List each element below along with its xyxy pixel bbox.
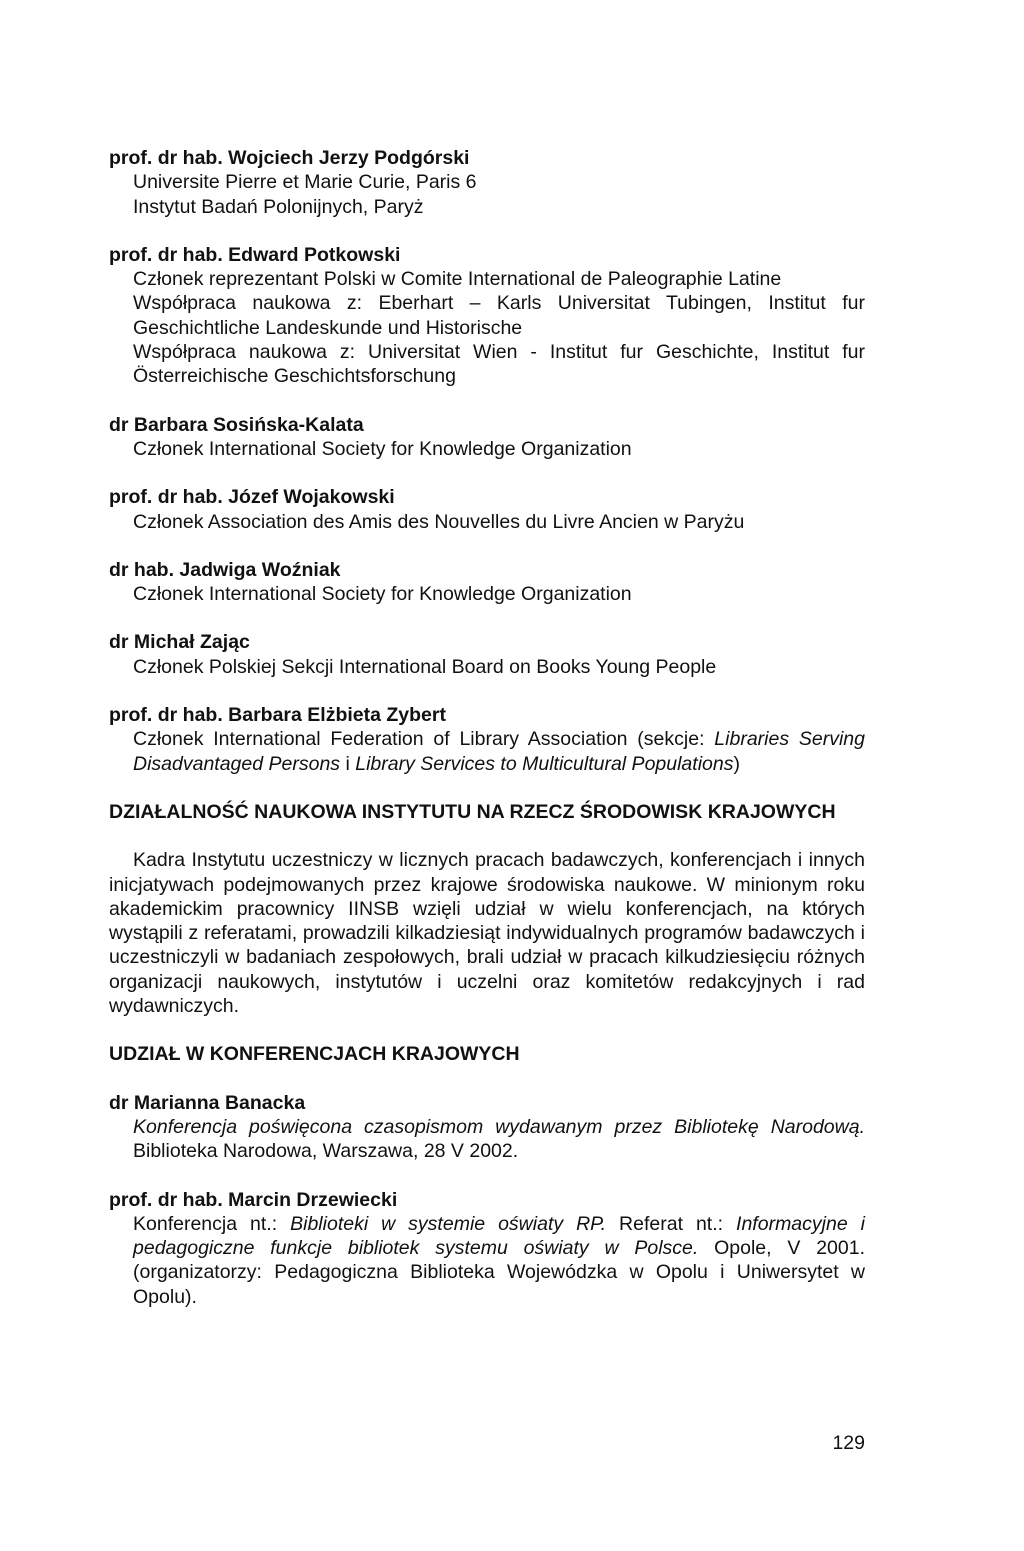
section-heading: DZIAŁALNOŚĆ NAUKOWA INSTYTUTU NA RZECZ ŚRODOWISK KRAJOWYCH bbox=[109, 800, 836, 823]
affiliation-text: ) bbox=[733, 752, 740, 775]
body-paragraph: Kadra Instytutu uczestniczy w licznych pracach badawczych, konferencjach i innych inicjatywach podejmowanych przez krajowe środowiska naukowe. W minionym roku akademickim pracownicy IINSB wzięli udział w wielu konferencjach, na których wystąpili z referatami, prowadzili kilkadziesiąt indywidualnych programów badawczych i uczestniczyli w badaniach zespołowych, brali udział w pracach kilkudziesięciu różnych organizacji naukowych, instytutów i uczelni oraz komitetów redakcyjnych i rad wydawniczych. bbox=[109, 849, 865, 1018]
member-name: dr Michał Zając bbox=[109, 631, 250, 654]
member-affiliation: Członek Polskiej Sekcji International Board on Books Young People bbox=[133, 655, 717, 678]
member-name: prof. dr hab. Barbara Elżbieta Zybert bbox=[109, 704, 446, 727]
member-affiliation: Współpraca naukowa z: Universitat Wien - Institut fur Geschichte, Institut fur Österreichische Geschichtsforschung bbox=[133, 341, 865, 388]
conference-details: Biblioteka Narodowa, Warszawa, 28 V 2002. bbox=[133, 1140, 519, 1163]
member-name: prof. dr hab. Edward Potkowski bbox=[109, 243, 401, 266]
page-number: 129 bbox=[832, 1432, 865, 1454]
member-name: prof. dr hab. Wojciech Jerzy Podgórski bbox=[109, 147, 470, 169]
member-entry bbox=[109, 243, 865, 389]
paper-title: Informacyjne i pedagogiczne funkcje bibliotek systemu oświaty w Polsce. bbox=[133, 1212, 865, 1260]
member-affiliation: Współpraca naukowa z: Eberhart – Karls Universitat Tubingen, Institut fur Geschichtliche Landeskunde und Historische bbox=[133, 292, 865, 339]
conference-text: Referat nt.: bbox=[606, 1212, 737, 1235]
member-entry bbox=[109, 146, 865, 219]
member-name: prof. dr hab. Józef Wojakowski bbox=[109, 486, 395, 509]
section-heading: UDZIAŁ W KONFERENCJACH KRAJOWYCH bbox=[109, 1043, 520, 1066]
section-name: Library Services to Multicultural Populations bbox=[355, 752, 734, 775]
member-name: dr Barbara Sosińska-Kalata bbox=[109, 413, 364, 436]
member-affiliation: Instytut Badań Polonijnych, Paryż bbox=[133, 195, 424, 218]
member-entry bbox=[109, 630, 865, 679]
section-name: Libraries Serving Disadvantaged Persons bbox=[133, 728, 865, 775]
participant-name: dr Marianna Banacka bbox=[109, 1091, 306, 1114]
member-entry bbox=[109, 703, 865, 776]
member-affiliation: Członek Association des Amis des Nouvelles du Livre Ancien w Paryżu bbox=[133, 510, 745, 533]
member-affiliation: Członek International Society for Knowledge Organization bbox=[133, 437, 632, 460]
member-affiliation: Członek reprezentant Polski w Comite International de Paleographie Latine bbox=[133, 268, 782, 291]
document-page bbox=[109, 146, 865, 1333]
conference-title: Konferencja poświęcona czasopismom wydawanym przez Bibliotekę Narodową. bbox=[133, 1115, 865, 1138]
member-name: dr hab. Jadwiga Woźniak bbox=[109, 558, 341, 581]
affiliation-text: i bbox=[340, 752, 356, 775]
conference-details: Opole, V 2001. (organizatorzy: Pedagogiczna Biblioteka Wojewódzka w Opolu i Uniwersytet w Opolu). bbox=[133, 1237, 865, 1308]
conference-entry bbox=[109, 1188, 865, 1309]
member-affiliation: Członek International Society for Knowledge Organization bbox=[133, 583, 632, 606]
member-entry bbox=[109, 485, 865, 534]
participant-name: prof. dr hab. Marcin Drzewiecki bbox=[109, 1188, 398, 1211]
affiliation-text: Członek International Federation of Library Association (sekcje: bbox=[133, 728, 715, 751]
conference-description bbox=[109, 1115, 865, 1164]
member-entry bbox=[109, 413, 865, 462]
conference-entry bbox=[109, 1091, 865, 1164]
member-affiliation: Universite Pierre et Marie Curie, Paris 6 bbox=[133, 171, 477, 194]
conference-title: Biblioteki w systemie oświaty RP. bbox=[290, 1212, 607, 1235]
member-entry bbox=[109, 558, 865, 607]
conference-text: Konferencja nt.: bbox=[133, 1212, 291, 1235]
conference-description bbox=[109, 1212, 865, 1309]
member-affiliation bbox=[109, 727, 865, 776]
